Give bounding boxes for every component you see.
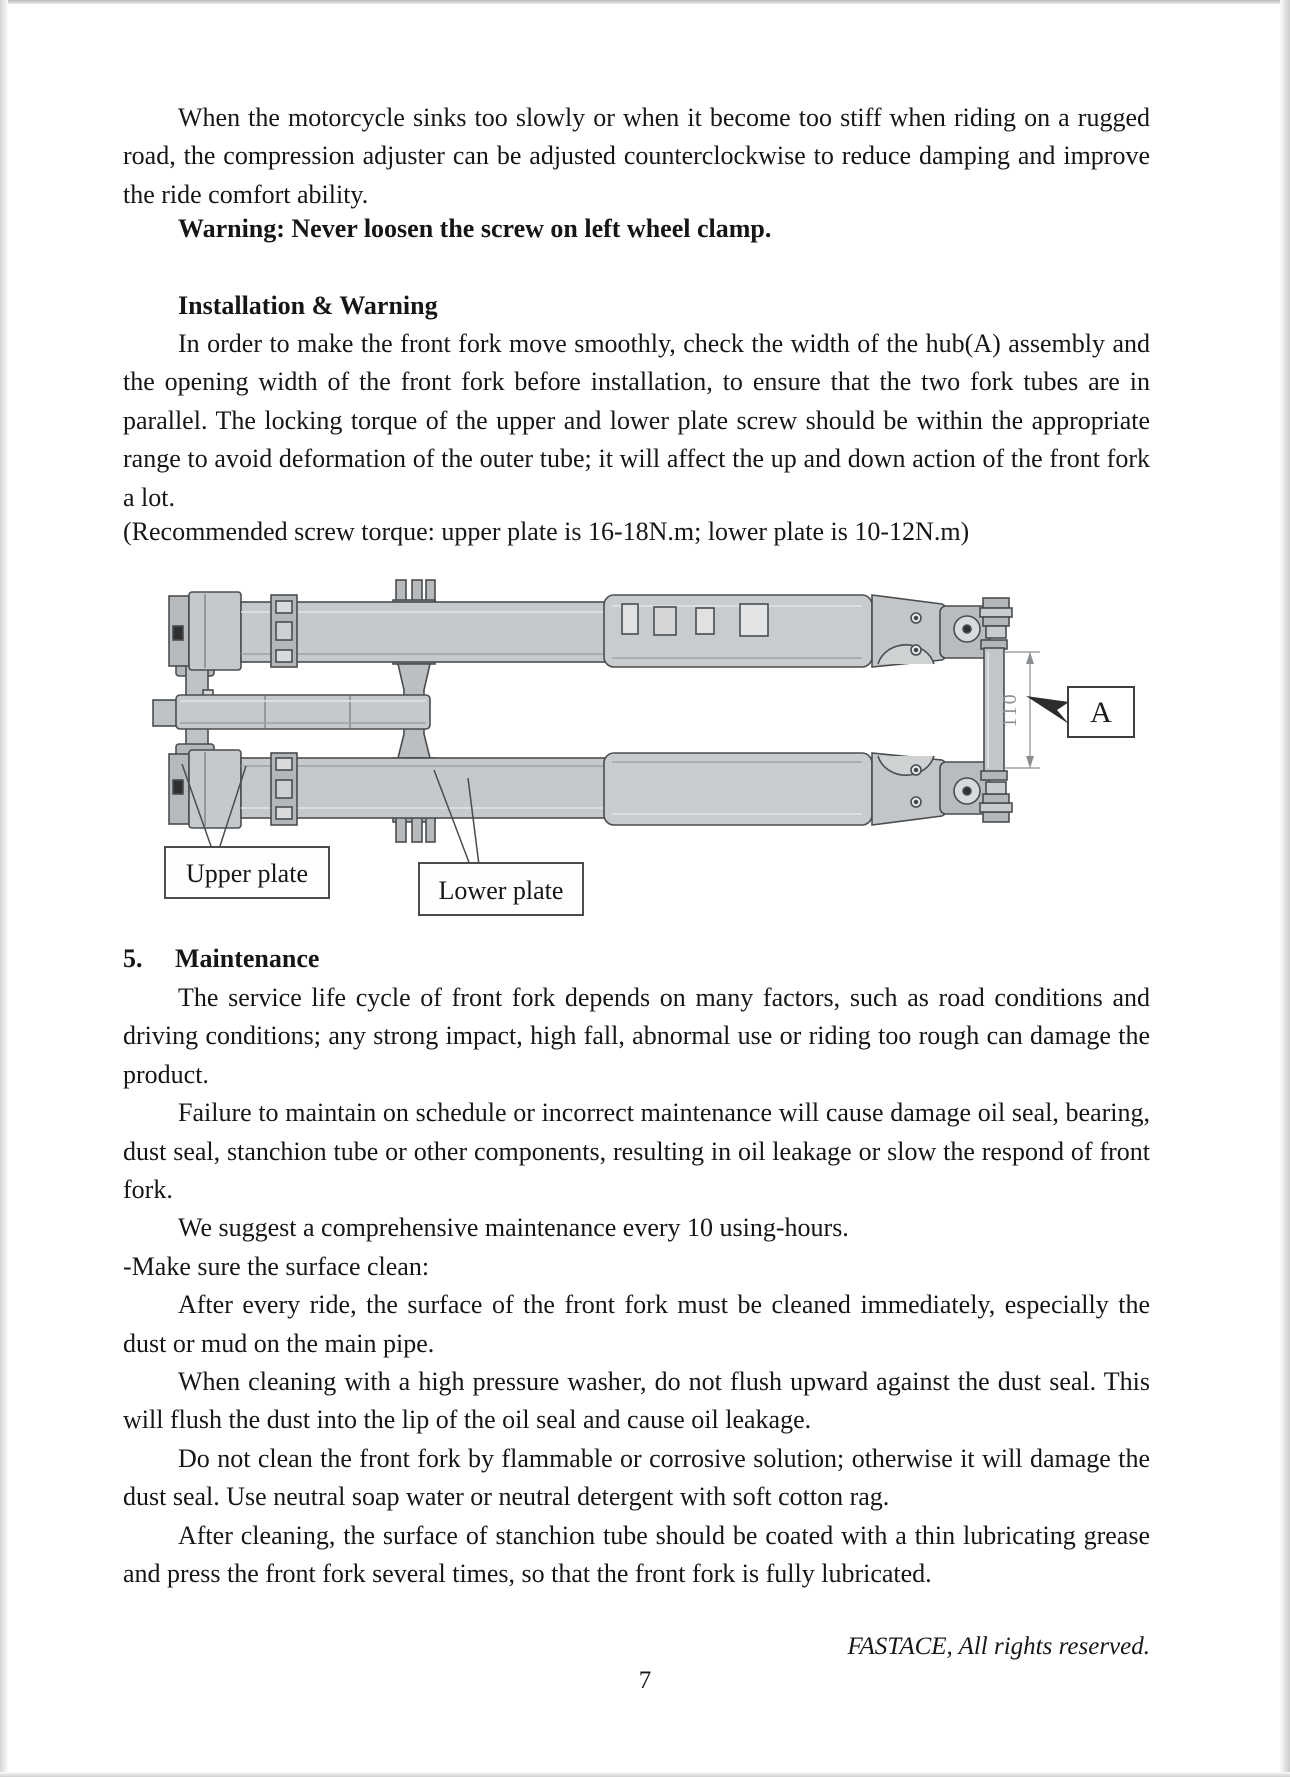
maintenance-section [123, 979, 1150, 1594]
lower-plate-label [419, 863, 583, 915]
upper-plate-label [165, 847, 329, 898]
fork-leg [169, 592, 1012, 670]
maintenance-paragraph: After every ride, the surface of the front fork must be cleaned immediately, especially the dust or mud on the main pipe. [123, 1290, 1150, 1358]
maintenance-paragraph: Failure to maintain on schedule or incorrect maintenance will cause damage oil seal, bearing, dust seal, stanchion tube or other components, resulting in oil leakage or slow the respond of front fork. [123, 1098, 1150, 1205]
section-number: 5. [123, 944, 143, 973]
section-5-heading [123, 940, 1150, 978]
maintenance-paragraph: After cleaning, the surface of stanchion tube should be coated with a thin lubricating grease and press the front fork several times, so that the front fork is fully lubricated. [123, 1520, 1150, 1589]
upper-plate-label-text: Upper plate [185, 859, 309, 888]
page-number: 7 [638, 1667, 652, 1694]
maintenance-paragraph: When cleaning with a high pressure washer, do not flush upward against the dust seal. This will flush the dust into the lip of the oil seal and cause oil leakage. [123, 1367, 1150, 1435]
maintenance-paragraph: The service life cycle of front fork depends on many factors, such as road conditions and driving conditions; any strong impact, high fall, abnormal use or riding too rough can damage the product. [123, 983, 1150, 1089]
scan-edge-top [0, 0, 1290, 4]
scan-edge-right [1280, 0, 1290, 1777]
maintenance-paragraph: Do not clean the front fork by flammable or corrosive solution; otherwise it will damage the dust seal. Use neutral soap water or neutral detergent with soft cotton rag. [123, 1443, 1150, 1512]
steerer-tube [153, 695, 430, 729]
dimension-110: 110 [999, 692, 1021, 728]
warning-line: Warning: Never loosen the screw on left wheel clamp. [178, 214, 772, 243]
installation-heading: Installation & Warning [178, 291, 438, 320]
lower-plate-label-text: Lower plate [438, 876, 564, 905]
maintenance-paragraph: -Make sure the surface clean: [123, 1251, 430, 1281]
callout-a [1026, 687, 1134, 737]
fork-diagram [100, 555, 1170, 925]
intro-paragraph: When the motorcycle sinks too slowly or when it become too stiff when riding on a rugged road, the compression adjuster can be adjusted counterclockwise to reduce damping and improve the ride comfort ability. [123, 103, 1150, 209]
section-title: Maintenance [175, 944, 320, 973]
installation-paragraph: In order to make the front fork move smoothly, check the width of the hub(A) assembly and the opening width of the front fork before installation, to ensure that the two fork tubes are in parallel. The locking torque of the upper and lower plate screw should be within the appropriate range to avoid deformation of the outer tube; it will affect the up and down action of the front fork a lot. [123, 329, 1150, 512]
footer-credit: FASTACE, All rights reserved. [847, 1633, 1150, 1660]
maintenance-paragraph: We suggest a comprehensive maintenance every 10 using-hours. [178, 1213, 849, 1243]
callout-a-letter: A [1090, 696, 1112, 729]
torque-note: (Recommended screw torque: upper plate is 16-18N.m; lower plate is 10-12N.m) [123, 517, 970, 546]
scan-edge-left [0, 0, 8, 1777]
scan-edge-bottom [0, 1772, 1290, 1777]
